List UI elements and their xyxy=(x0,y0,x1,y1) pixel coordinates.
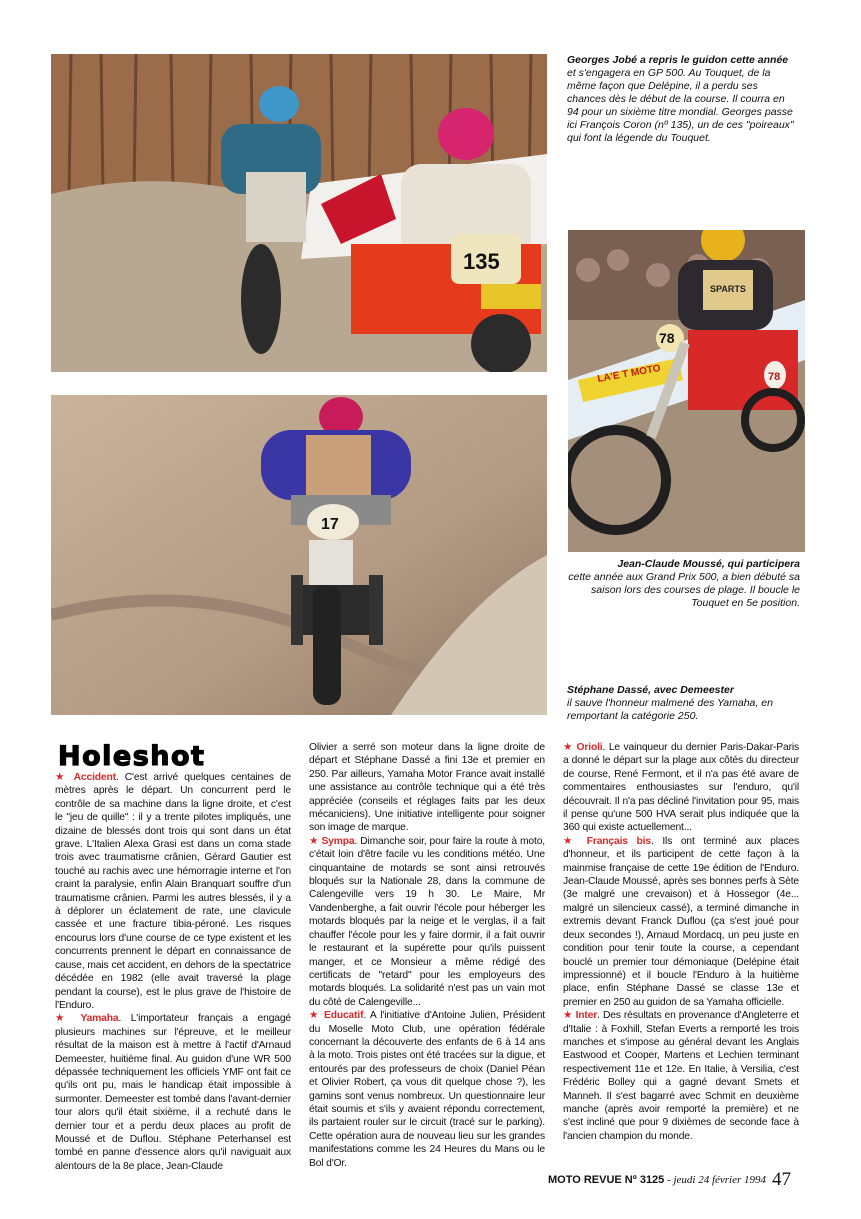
jersey-text: SPARTS xyxy=(710,284,746,294)
text-educatif: . A l'initiative d'Antoine Julien, Président du Moselle Moto Club, une opération fédérale concernant la découverte des enfants de 6 à 14 ans à la moto. Trois pistes ont été tracées sur la digue, et entourés par des professeurs de choix (Daniel Péan et Olivier Robert, ça vous dit quelque chose ?), les gamins sont venus nombreux. Un questionnaire leur était soumis et s'ils y avaient répondu correctement, ils partaient rouler sur le circuit (tracé sur le parking). Cette opération aura de nouveau lieu sur les grandes manifestations comme les 24 Heures du Mans ou le Bol d'Or. xyxy=(309,1010,545,1169)
bike-number-17: 17 xyxy=(321,516,339,533)
text-sympa: . Dimanche soir, pour faire la route à moto, c'était loin d'être facile vu les conditions météo. Une cinquantaine de motards se sont ainsi retrouvés bloqués sur la Nationale 28, dans la commune de Calengeville vers 19 h 30. Le Maire, Mr Vandenberghe, a fait ouvrir l'école pour héberger les motards bloqués par la neige et le verglas, il a fait chauffer l'école pour les y faire dormir, il a fait ouvrir le restaurant et la supérette pour qu'ils puissent manger, et ce Monsieur a même rédigé des certificats de "retard" pour les employeurs des motards bloqués. La solidarité n'est pas un vain mot du côté de Calengeville... xyxy=(309,835,545,1008)
column-1 xyxy=(55,771,291,1173)
star-icon: ★ xyxy=(55,1013,71,1025)
caption-dasse-lead: Stéphane Dassé, avec Demeester xyxy=(567,684,734,696)
star-icon: ★ xyxy=(563,742,573,753)
bike-number-78-side: 78 xyxy=(768,371,781,383)
star-icon: ★ xyxy=(563,1010,573,1022)
caption-mousse xyxy=(567,558,800,610)
text-yamaha: . L'importateur français a engagé plusieurs machines sur l'épreuve, et le meilleur résultat de la maison est à mettre à l'actif d'Arnaud Demeester, huitième final. Au guidon d'une WR 500 dépassée techniquement les officiels YMF ont fait ce qu'ils ont pu, mais le handicap était impossible à surmonter. Demeester est tombé dans l'avant-dernier tour alors qu'il était sixième, il a rechuté dans le dernier tour et a perdu deux places au profit de Moussé et de Duflou. Stéphane Peterhansel est tombé en panne d'essence alors qu'il naviguait aux alentours de la 8e place, Jean-Claude xyxy=(55,1013,291,1172)
keyword-sympa: Sympa xyxy=(321,835,355,847)
caption-jobe-text: et s'engagera en GP 500. Au Touquet, de la même façon que Delépine, il a perdu ses chances dès le début de la course. Il courra en 94 pour un sixième titre mondial. Georges passe ici François Coron (nº 135), un de ces "poireaux" qui font la légende du Touquet. xyxy=(567,67,794,144)
paragraph-orioli xyxy=(563,741,799,835)
bike-number-78-front: 78 xyxy=(659,330,675,346)
photo-dasse xyxy=(51,395,547,715)
footer-date: - jeudi 24 février 1994 xyxy=(664,1174,767,1186)
caption-jobe-lead: Georges Jobé a repris le guidon cette année xyxy=(567,54,789,66)
photo-jobe-coron xyxy=(51,54,547,372)
keyword-yamaha: Yamaha xyxy=(80,1013,119,1025)
text-francais-bis: . Ils ont terminé aux places d'honneur, et ils participent de cette façon à la mainmise française de cette 19e édition de l'Enduro. Jean-Claude Moussé, après ses bonnes perfs à Sète (3e malgré une crevaison) et à Hossegor (4e... malgré un silencieux cassé), a terminé dimanche in extremis devant Franck Duflou (ça s'est joué pour deux secondes !), Arnaud Mordacq, un peu juste en condition pour tenir toute la course, a cependant bouclé un premier tour démoniaque (Delépine était impressionné) et il boucle l'Enduro à la huitième place, enfin Stéphane Dassé se classe 13e et premier en 250 au guidon de sa Yamaha officielle. xyxy=(563,835,800,1008)
paragraph-yamaha xyxy=(55,1012,291,1173)
caption-mousse-lead: Jean-Claude Moussé, qui participera xyxy=(617,558,800,570)
star-icon: ★ xyxy=(309,1010,320,1022)
caption-dasse-text: il sauve l'honneur malmené des Yamaha, en remportant la catégorie 250. xyxy=(567,697,773,722)
text-orioli: . Le vainqueur du dernier Paris-Dakar-Paris a donné le départ sur la plage aux côtés du directeur de course, René Fermont, et il n'a pas été avare de commentaires enthousiastes sur l'enduro, qu'il découvrait. Il n'a pas décliné l'invitation pour 95, mais il pense qu'une 500 HVA serait plus indiquée que la 360 qui existe actuellement... xyxy=(563,742,799,834)
keyword-inter: Inter xyxy=(575,1010,598,1022)
caption-jobe xyxy=(567,54,797,145)
keyword-accident: Accident xyxy=(73,772,116,783)
column-2 xyxy=(309,741,545,1170)
column-3 xyxy=(563,741,799,1143)
star-icon: ★ xyxy=(563,835,579,847)
page-footer xyxy=(548,1167,791,1189)
star-icon: ★ xyxy=(55,772,68,783)
paragraph-continued: Olivier a serré son moteur dans la ligne droite de départ et Stéphane Dassé a fini 13e et premier en 250. Par ailleurs, Yamaha Motor France avait installé une assistance au contrôle technique qui a été très appréciée (conseils et réglages faits par les deux mécaniciens). Une initiative intelligente pour soigner son image de marque. xyxy=(309,742,545,834)
bike-number-135: 135 xyxy=(463,249,500,274)
text-accident: . C'est arrivé quelques centaines de mètres après le départ. Un concurrent perd le contrôle de sa machine dans la ligne droite, et c'est le "jeu de quille" : il y a trente pilotes impliqués, une dizaine de blessés dont trois qui sont dans un état grave. L'Italien Alexa Grasi est dans un coma stade trois avec traumatisme crânien, Gérard Gautier est touché au rachis avec une hémorragie interne et l'on craint la paralysie, enfin Alain Branquart souffre d'un traumatisme crânien. Parmi les autres blessés, il y a à déplorer un éclatement de rate, une clavicule cassée et une fracture tibia-péroné. Les risques encourus lors d'une course de ce type existent et les concurrents prennent le départ en connaissance de cause, mais cet accident, en dehors de la spectatrice décédée en 1982 (elle avait traversé la plage pendant la course), est le plus grave de l'histoire de l'Enduro. xyxy=(55,772,291,1011)
page-number: 47 xyxy=(772,1169,792,1190)
paragraph-sympa xyxy=(309,835,545,1009)
section-heading: Holeshot xyxy=(58,741,206,772)
caption-mousse-text: cette année aux Grand Prix 500, a bien débuté sa saison lors des courses de plage. Il boucle le Touquet en 5e position. xyxy=(568,571,800,609)
paragraph-inter xyxy=(563,1009,799,1143)
banner-text: LA'E T MOTO xyxy=(596,363,662,385)
paragraph-accident xyxy=(55,771,291,1012)
keyword-francais-bis: Français bis xyxy=(586,835,651,847)
text-inter: . Des résultats en provenance d'Angleterre et d'Italie : à Foxhill, Stefan Everts a remporté les trois manches et s'impose au général devant les Anglais Eastwood et Cooper, Martens et Lechien terminant respectivement 11e et 12e. En Italie, à Versilia, c'est Frédéric Bolley qui a gagné devant Smets et Manneh. Il s'est bagarré avec Schmit en deuxième manche (après avoir remporté la première) et ne s'est incliné que pour 9 dixièmes de seconde face à l'ancien champion du monde. xyxy=(563,1010,799,1142)
paragraph-educatif xyxy=(309,1009,545,1170)
keyword-educatif: Educatif xyxy=(323,1010,364,1022)
footer-magazine: MOTO REVUE Nº 3125 xyxy=(548,1174,665,1186)
photo-mousse xyxy=(568,230,805,552)
keyword-orioli: Orioli xyxy=(576,742,603,753)
star-icon: ★ xyxy=(309,835,319,847)
caption-dasse xyxy=(567,684,800,723)
paragraph-francais-bis xyxy=(563,835,799,1009)
